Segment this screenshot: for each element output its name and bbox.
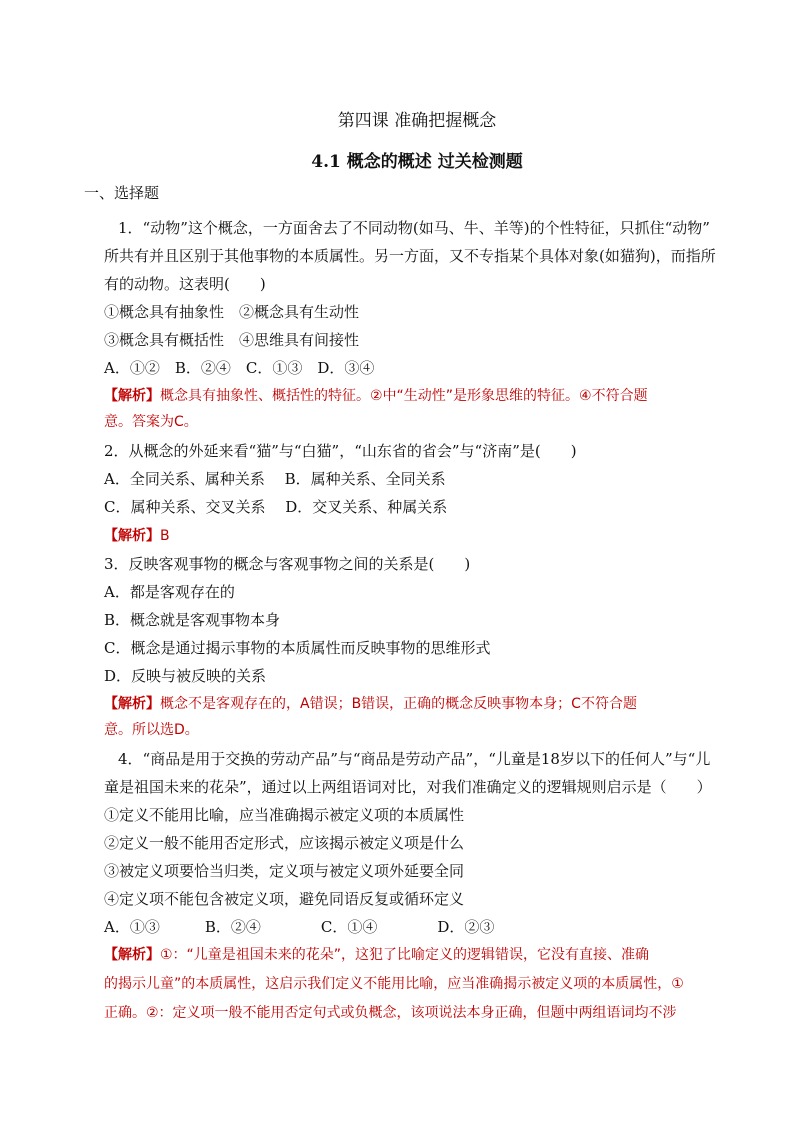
q4-item-1: ①定义不能用比喻，应当准确揭示被定义项的本质属性	[104, 806, 465, 824]
analysis-text: 概念不是客观存在的，A错误；B错误，正确的概念反映事物本身；C不符合题	[160, 696, 637, 712]
q3-stem: 3．反映客观事物的概念与客观事物之间的关系是( )	[104, 555, 471, 573]
q3-option-a: A．都是客观存在的	[104, 583, 235, 601]
q1-analysis-line1	[104, 385, 648, 405]
q1-option-b: ③概念具有概括性 ④思维具有间接性	[104, 331, 360, 349]
q4-stem-line2: 童是祖国未来的花朵”，通过以上两组语词对比，对我们准确定义的逻辑规则启示是（ ）	[104, 778, 712, 796]
q1-choices: A．①② B．②④ C．①③ D．③④	[104, 359, 375, 377]
q1-stem-line1: 1．“动物”这个概念，一方面舍去了不同动物(如马、牛、羊等)的个性特征，只抓住“动物”	[118, 219, 710, 237]
q4-analysis-line1	[104, 944, 649, 964]
analysis-tag: 【解析】	[104, 528, 160, 544]
section-heading: 一、选择题	[84, 184, 160, 202]
q3-option-d: D．反映与被反映的关系	[104, 667, 267, 685]
q1-stem-line3: 有的动物。这表明( )	[104, 275, 266, 293]
q3-option-c: C．概念是通过揭示事物的本质属性而反映事物的思维形式	[104, 639, 491, 657]
q4-analysis-line3: 正确。②：定义项一般不能用否定句式或负概念，该项说法本身正确，但题中两组语词均不涉	[104, 1005, 677, 1021]
analysis-tag: 【解析】	[104, 388, 160, 404]
q3-analysis-line2: 意。所以选D。	[104, 722, 199, 738]
q2-choices-line2: C．属种关系、交叉关系 D．交叉关系、种属关系	[104, 498, 448, 516]
q4-choices: A．①③ B．②④ C．①④ D．②③	[104, 918, 495, 936]
analysis-text: 概念具有抽象性、概括性的特征。②中“生动性”是形象思维的特征。④不符合题	[160, 388, 648, 404]
q1-stem-line2: 所共有并且区别于其他事物的本质属性。另一方面，又不专指某个具体对象(如猫狗)，而指所	[104, 247, 716, 265]
q4-analysis-line2: 的揭示儿童”的本质属性，这启示我们定义不能用比喻，应当准确揭示被定义项的本质属性，①	[104, 976, 684, 992]
analysis-tag: 【解析】	[104, 947, 160, 963]
q3-analysis-line1	[104, 693, 637, 713]
q4-item-4: ④定义项不能包含被定义项，避免同语反复或循环定义	[104, 890, 465, 908]
q1-analysis-line2: 意。答案为C。	[104, 414, 198, 430]
q4-stem-line1: 4．“商品是用于交换的劳动产品”与“商品是劳动产品”，“儿童是18岁以下的任何人”与“儿	[118, 750, 711, 768]
q1-option-a: ①概念具有抽象性 ②概念具有生动性	[104, 303, 360, 321]
q2-stem: 2．从概念的外延来看“猫”与“白猫”，“山东省的省会”与“济南”是( )	[104, 442, 577, 460]
q3-option-b: B．概念就是客观事物本身	[104, 611, 281, 629]
analysis-tag: 【解析】	[104, 696, 160, 712]
q2-analysis	[104, 525, 170, 545]
page-subtitle: 4.1 概念的概述 过关检测题	[311, 152, 523, 172]
analysis-text: B	[160, 528, 170, 544]
q4-item-3: ③被定义项要恰当归类，定义项与被定义项外延要全同	[104, 862, 465, 880]
analysis-text: ①：“儿童是祖国未来的花朵”，这犯了比喻定义的逻辑错误，它没有直接、准确	[160, 947, 650, 963]
q2-choices-line1: A．全同关系、属种关系 B．属种关系、全同关系	[104, 470, 446, 488]
page-title: 第四课 准确把握概念	[337, 111, 497, 131]
q4-item-2: ②定义一般不能用否定形式，应该揭示被定义项是什么	[104, 834, 465, 852]
